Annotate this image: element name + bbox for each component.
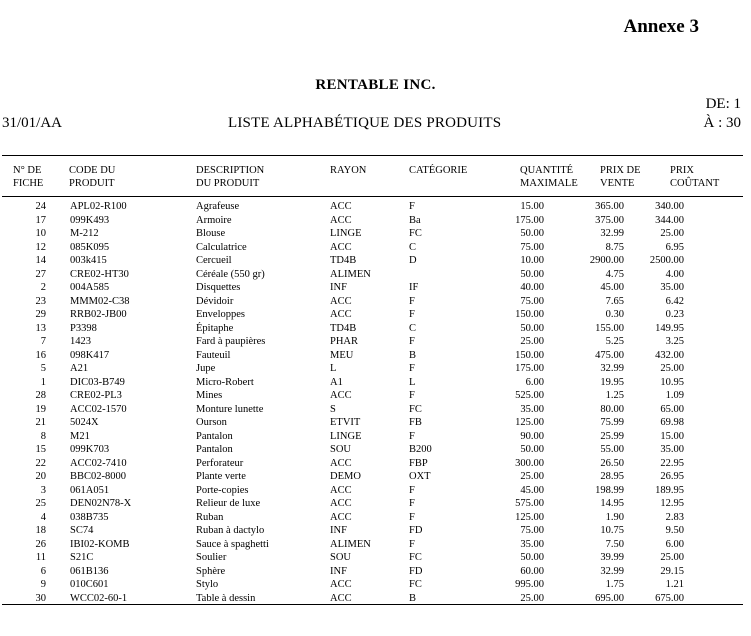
categorie-cell: F bbox=[409, 498, 415, 509]
table-row bbox=[2, 470, 684, 484]
quantite-cell: 25.00 bbox=[520, 592, 544, 604]
description-cell: Épitaphe bbox=[196, 322, 234, 334]
fiche-cell: 18 bbox=[35, 525, 46, 536]
prix-coutant-cell: 6.42 bbox=[665, 295, 684, 307]
table-row bbox=[2, 281, 684, 295]
rayon-cell: INF bbox=[330, 525, 347, 536]
quantite-cell: 45.00 bbox=[520, 484, 544, 496]
description-cell: Calculatrice bbox=[196, 241, 247, 253]
prix-vente-cell: 5.25 bbox=[605, 336, 624, 347]
categorie-cell: F bbox=[409, 390, 415, 401]
categorie-cell: OXT bbox=[409, 471, 431, 482]
table-row bbox=[2, 308, 684, 322]
quantite-cell: 35.00 bbox=[520, 538, 544, 550]
description-cell: Soulier bbox=[196, 552, 227, 563]
table-row bbox=[2, 322, 684, 336]
description-cell: Cercueil bbox=[196, 255, 232, 266]
prix-coutant-cell: 2.83 bbox=[665, 511, 684, 523]
header-quantite: QUANTITÉ MAXIMALE bbox=[520, 165, 578, 189]
fiche-cell: 3 bbox=[40, 484, 46, 496]
header-top-rule bbox=[2, 155, 743, 156]
prix-vente-cell: 1.25 bbox=[605, 390, 624, 401]
rayon-cell: ACC bbox=[330, 214, 352, 226]
table-row bbox=[2, 497, 684, 511]
prix-vente-cell: 7.65 bbox=[605, 295, 624, 307]
code-cell: 003k415 bbox=[70, 255, 107, 266]
rayon-cell: SOU bbox=[330, 444, 352, 455]
categorie-cell: IF bbox=[409, 282, 419, 293]
prix-vente-cell: 25.99 bbox=[600, 430, 624, 442]
rayon-cell: ACC bbox=[330, 201, 352, 212]
header-categorie: CATÉGORIE bbox=[409, 165, 468, 176]
prix-coutant-cell: 9.50 bbox=[665, 525, 684, 536]
header-description: DESCRIPTION DU PRODUIT bbox=[196, 165, 265, 189]
quantite-cell: 10.00 bbox=[520, 255, 544, 266]
fiche-cell: 2 bbox=[40, 282, 46, 293]
categorie-cell: F bbox=[409, 430, 415, 442]
prix-vente-cell: 26.50 bbox=[600, 457, 624, 469]
rayon-cell: LINGE bbox=[330, 430, 362, 442]
description-cell: Mines bbox=[196, 390, 223, 401]
quantite-cell: 525.00 bbox=[515, 390, 544, 401]
code-cell: M-212 bbox=[70, 228, 99, 239]
quantite-cell: 90.00 bbox=[520, 430, 544, 442]
quantite-cell: 300.00 bbox=[515, 457, 544, 469]
rayon-cell: ACC bbox=[330, 484, 352, 496]
prix-coutant-cell: 35.00 bbox=[660, 282, 684, 293]
prix-vente-cell: 155.00 bbox=[595, 322, 624, 334]
code-cell: 099K493 bbox=[70, 214, 110, 226]
prix-coutant-cell: 22.95 bbox=[660, 457, 684, 469]
categorie-cell: FC bbox=[409, 579, 422, 590]
rayon-cell: ACC bbox=[330, 511, 352, 523]
table-row bbox=[2, 416, 684, 430]
prix-coutant-cell: 25.00 bbox=[660, 552, 684, 563]
prix-coutant-cell: 4.00 bbox=[665, 268, 684, 280]
fiche-cell: 24 bbox=[35, 201, 46, 212]
fiche-cell: 9 bbox=[40, 579, 46, 590]
rayon-cell: ACC bbox=[330, 498, 352, 509]
description-cell: Dévidoir bbox=[196, 295, 234, 307]
prix-vente-cell: 1.90 bbox=[605, 511, 624, 523]
quantite-cell: 50.00 bbox=[520, 268, 544, 280]
categorie-cell: FB bbox=[409, 417, 422, 428]
prix-vente-cell: 80.00 bbox=[600, 403, 624, 415]
description-cell: Stylo bbox=[196, 579, 219, 590]
fiche-cell: 20 bbox=[35, 471, 46, 482]
prix-coutant-cell: 0.23 bbox=[665, 309, 684, 320]
page-range-from: DE: 1 bbox=[705, 96, 741, 112]
table-row bbox=[2, 268, 684, 282]
fiche-cell: 8 bbox=[40, 430, 46, 442]
fiche-cell: 29 bbox=[35, 309, 46, 320]
code-cell: DEN02N78-X bbox=[70, 498, 132, 509]
prix-vente-cell: 28.95 bbox=[600, 471, 624, 482]
description-cell: Blouse bbox=[196, 228, 226, 239]
rayon-cell: SOU bbox=[330, 552, 352, 563]
quantite-cell: 125.00 bbox=[515, 511, 544, 523]
prix-coutant-cell: 340.00 bbox=[655, 201, 684, 212]
table-row bbox=[2, 214, 684, 228]
rayon-cell: ACC bbox=[330, 295, 352, 307]
description-cell: Plante verte bbox=[196, 471, 246, 482]
prix-coutant-cell: 29.15 bbox=[660, 565, 684, 577]
description-cell: Perforateur bbox=[196, 457, 244, 469]
categorie-cell: FD bbox=[409, 565, 423, 577]
quantite-cell: 40.00 bbox=[520, 282, 544, 293]
fiche-cell: 19 bbox=[35, 403, 46, 415]
prix-coutant-cell: 10.95 bbox=[660, 376, 684, 388]
code-cell: WCC02-60-1 bbox=[70, 592, 128, 604]
fiche-cell: 6 bbox=[40, 565, 46, 577]
quantite-cell: 75.00 bbox=[520, 241, 544, 253]
prix-vente-cell: 4.75 bbox=[605, 268, 624, 280]
table-row bbox=[2, 443, 684, 457]
annexe-label: Annexe 3 bbox=[623, 16, 699, 37]
prix-coutant-cell: 432.00 bbox=[655, 349, 684, 361]
quantite-cell: 75.00 bbox=[520, 295, 544, 307]
prix-vente-cell: 32.99 bbox=[600, 228, 624, 239]
categorie-cell: F bbox=[409, 484, 415, 496]
categorie-cell: F bbox=[409, 309, 415, 320]
fiche-cell: 26 bbox=[35, 538, 46, 550]
table-row bbox=[2, 578, 684, 592]
quantite-cell: 25.00 bbox=[520, 471, 544, 482]
categorie-cell: FC bbox=[409, 403, 422, 415]
code-cell: 098K417 bbox=[70, 349, 110, 361]
fiche-cell: 14 bbox=[35, 255, 46, 266]
prix-coutant-cell: 65.00 bbox=[660, 403, 684, 415]
description-cell: Disquettes bbox=[196, 282, 241, 293]
header-prix-vente: PRIX DE VENTE bbox=[600, 165, 641, 189]
fiche-cell: 16 bbox=[35, 349, 46, 361]
rayon-cell: L bbox=[330, 363, 337, 374]
code-cell: S21C bbox=[70, 552, 94, 563]
prix-vente-cell: 365.00 bbox=[595, 201, 624, 212]
prix-vente-cell: 10.75 bbox=[600, 525, 624, 536]
prix-coutant-cell: 25.00 bbox=[660, 363, 684, 374]
rayon-cell: LINGE bbox=[330, 228, 362, 239]
categorie-cell: C bbox=[409, 241, 417, 253]
prix-vente-cell: 39.99 bbox=[600, 552, 624, 563]
quantite-cell: 50.00 bbox=[520, 322, 544, 334]
report-date: 31/01/AA bbox=[2, 115, 62, 131]
report-title: LISTE ALPHABÉTIQUE DES PRODUITS bbox=[228, 115, 502, 131]
header-bottom-rule bbox=[2, 196, 743, 197]
code-cell: 1423 bbox=[70, 336, 91, 347]
description-cell: Sphère bbox=[196, 565, 226, 577]
code-cell: IBI02-KOMB bbox=[70, 538, 130, 550]
table-row bbox=[2, 430, 684, 444]
prix-coutant-cell: 6.95 bbox=[665, 241, 684, 253]
categorie-cell: FC bbox=[409, 228, 422, 239]
categorie-cell: Ba bbox=[409, 214, 421, 226]
rayon-cell: ACC bbox=[330, 241, 352, 253]
code-cell: 085K095 bbox=[70, 241, 110, 253]
code-cell: A21 bbox=[70, 363, 89, 374]
table-row bbox=[2, 241, 684, 255]
rayon-cell: ALIMEN bbox=[330, 538, 371, 550]
table-row bbox=[2, 457, 684, 471]
table-row bbox=[2, 200, 684, 214]
description-cell: Ruban à dactylo bbox=[196, 525, 265, 536]
description-cell: Relieur de luxe bbox=[196, 498, 261, 509]
categorie-cell: F bbox=[409, 201, 415, 212]
prix-vente-cell: 45.00 bbox=[600, 282, 624, 293]
quantite-cell: 60.00 bbox=[520, 565, 544, 577]
fiche-cell: 23 bbox=[35, 295, 46, 307]
code-cell: 5024X bbox=[70, 417, 99, 428]
description-cell: Ruban bbox=[196, 511, 224, 523]
prix-coutant-cell: 26.95 bbox=[660, 471, 684, 482]
code-cell: ACC02-1570 bbox=[70, 403, 127, 415]
prix-coutant-cell: 69.98 bbox=[660, 417, 684, 428]
quantite-cell: 150.00 bbox=[515, 309, 544, 320]
rayon-cell: ETVIT bbox=[330, 417, 361, 428]
prix-coutant-cell: 189.95 bbox=[655, 484, 684, 496]
prix-coutant-cell: 15.00 bbox=[660, 430, 684, 442]
prix-vente-cell: 375.00 bbox=[595, 214, 624, 226]
code-cell: CRE02-HT30 bbox=[70, 268, 129, 280]
fiche-cell: 21 bbox=[35, 417, 46, 428]
fiche-cell: 12 bbox=[35, 241, 46, 253]
categorie-cell: L bbox=[409, 376, 416, 388]
fiche-cell: 13 bbox=[35, 322, 46, 334]
quantite-cell: 575.00 bbox=[515, 498, 544, 509]
rayon-cell: ACC bbox=[330, 592, 352, 604]
code-cell: CRE02-PL3 bbox=[70, 390, 122, 401]
quantite-cell: 75.00 bbox=[520, 525, 544, 536]
fiche-cell: 5 bbox=[40, 363, 46, 374]
rayon-cell: ACC bbox=[330, 579, 352, 590]
prix-coutant-cell: 149.95 bbox=[655, 322, 684, 334]
rayon-cell: DEMO bbox=[330, 471, 361, 482]
description-cell: Porte-copies bbox=[196, 484, 249, 496]
categorie-cell: C bbox=[409, 322, 417, 334]
rayon-cell: INF bbox=[330, 282, 347, 293]
prix-coutant-cell: 675.00 bbox=[655, 592, 684, 604]
table-row bbox=[2, 227, 684, 241]
code-cell: 099K703 bbox=[70, 444, 110, 455]
description-cell: Pantalon bbox=[196, 430, 233, 442]
description-cell: Armoire bbox=[196, 214, 232, 226]
categorie-cell: F bbox=[409, 295, 415, 307]
prix-coutant-cell: 344.00 bbox=[655, 214, 684, 226]
quantite-cell: 175.00 bbox=[515, 363, 544, 374]
prix-coutant-cell: 12.95 bbox=[660, 498, 684, 509]
prix-coutant-cell: 6.00 bbox=[665, 538, 684, 550]
company-name: RENTABLE INC. bbox=[315, 77, 436, 93]
code-cell: P3398 bbox=[70, 322, 97, 334]
prix-vente-cell: 2900.00 bbox=[589, 255, 624, 266]
categorie-cell: FD bbox=[409, 525, 423, 536]
fiche-cell: 28 bbox=[35, 390, 46, 401]
categorie-cell: B200 bbox=[409, 444, 432, 455]
quantite-cell: 50.00 bbox=[520, 444, 544, 455]
code-cell: 010C601 bbox=[70, 579, 109, 590]
rayon-cell: MEU bbox=[330, 349, 354, 361]
fiche-cell: 27 bbox=[35, 268, 46, 280]
table-row bbox=[2, 484, 684, 498]
code-cell: 038B735 bbox=[70, 511, 109, 523]
code-cell: SC74 bbox=[70, 525, 94, 536]
rayon-cell: A1 bbox=[330, 376, 343, 388]
code-cell: ACC02-7410 bbox=[70, 457, 127, 469]
quantite-cell: 15.00 bbox=[520, 201, 544, 212]
rayon-cell: TD4B bbox=[330, 322, 357, 334]
code-cell: BBC02-8000 bbox=[70, 471, 127, 482]
table-row bbox=[2, 389, 684, 403]
categorie-cell: B bbox=[409, 592, 417, 604]
prix-vente-cell: 75.99 bbox=[600, 417, 624, 428]
categorie-cell: FC bbox=[409, 552, 422, 563]
code-cell: MMM02-C38 bbox=[70, 295, 130, 307]
rayon-cell: ACC bbox=[330, 457, 352, 469]
categorie-cell: FBP bbox=[409, 457, 428, 469]
header-prix-coutant: PRIX COÛTANT bbox=[670, 165, 720, 189]
description-cell: Fauteuil bbox=[196, 349, 231, 361]
description-cell: Table à dessin bbox=[196, 592, 256, 604]
code-cell: APL02-R100 bbox=[70, 201, 127, 212]
page-range-to: À : 30 bbox=[703, 115, 741, 131]
table-row bbox=[2, 376, 684, 390]
fiche-cell: 4 bbox=[40, 511, 46, 523]
prix-vente-cell: 19.95 bbox=[600, 376, 624, 388]
table-row bbox=[2, 565, 684, 579]
rayon-cell: TD4B bbox=[330, 255, 357, 266]
categorie-cell: F bbox=[409, 336, 415, 347]
quantite-cell: 6.00 bbox=[525, 376, 544, 388]
table-row bbox=[2, 538, 684, 552]
categorie-cell: B bbox=[409, 349, 417, 361]
quantite-cell: 50.00 bbox=[520, 552, 544, 563]
fiche-cell: 17 bbox=[35, 214, 46, 226]
description-cell: Céréale (550 gr) bbox=[196, 268, 265, 280]
header-rayon: RAYON bbox=[330, 165, 367, 176]
table-row bbox=[2, 349, 684, 363]
fiche-cell: 25 bbox=[35, 498, 46, 509]
description-cell: Agrafeuse bbox=[196, 201, 240, 212]
code-cell: 004A585 bbox=[70, 282, 110, 293]
products-table-body bbox=[2, 200, 684, 605]
description-cell: Enveloppes bbox=[196, 309, 245, 320]
quantite-cell: 50.00 bbox=[520, 228, 544, 239]
prix-vente-cell: 32.99 bbox=[600, 565, 624, 577]
rayon-cell: ALIMEN bbox=[330, 268, 371, 280]
quantite-cell: 150.00 bbox=[515, 349, 544, 361]
code-cell: 061A051 bbox=[70, 484, 110, 496]
prix-coutant-cell: 2500.00 bbox=[649, 255, 684, 266]
table-row bbox=[2, 524, 684, 538]
description-cell: Monture lunette bbox=[196, 403, 264, 415]
description-cell: Pantalon bbox=[196, 444, 233, 455]
table-row bbox=[2, 511, 684, 525]
quantite-cell: 995.00 bbox=[515, 579, 544, 590]
table-row bbox=[2, 254, 684, 268]
quantite-cell: 35.00 bbox=[520, 403, 544, 415]
fiche-cell: 7 bbox=[40, 336, 46, 347]
table-row bbox=[2, 551, 684, 565]
code-cell: M21 bbox=[70, 430, 90, 442]
categorie-cell bbox=[409, 268, 479, 282]
rayon-cell: ACC bbox=[330, 309, 352, 320]
categorie-cell: F bbox=[409, 363, 415, 374]
fiche-cell: 15 bbox=[35, 444, 46, 455]
code-cell: DIC03-B749 bbox=[70, 376, 125, 388]
code-cell: 061B136 bbox=[70, 565, 109, 577]
header-code: CODE DU PRODUIT bbox=[69, 165, 116, 189]
header-fiche: N° DE FICHE bbox=[13, 165, 44, 189]
table-bottom-rule bbox=[2, 604, 743, 605]
rayon-cell: INF bbox=[330, 565, 347, 577]
fiche-cell: 30 bbox=[35, 592, 46, 604]
categorie-cell: F bbox=[409, 511, 415, 523]
rayon-cell: PHAR bbox=[330, 336, 359, 347]
table-row bbox=[2, 335, 684, 349]
rayon-cell: S bbox=[330, 403, 336, 415]
description-cell: Micro-Robert bbox=[196, 376, 254, 388]
categorie-cell: D bbox=[409, 255, 417, 266]
prix-vente-cell: 14.95 bbox=[600, 498, 624, 509]
prix-coutant-cell: 1.09 bbox=[665, 390, 684, 401]
products-table bbox=[2, 200, 684, 605]
categorie-cell: F bbox=[409, 538, 415, 550]
prix-vente-cell: 1.75 bbox=[605, 579, 624, 590]
prix-vente-cell: 475.00 bbox=[595, 349, 624, 361]
description-cell: Ourson bbox=[196, 417, 227, 428]
quantite-cell: 25.00 bbox=[520, 336, 544, 347]
prix-vente-cell: 0.30 bbox=[605, 309, 624, 320]
prix-vente-cell: 32.99 bbox=[600, 363, 624, 374]
quantite-cell: 125.00 bbox=[515, 417, 544, 428]
prix-vente-cell: 55.00 bbox=[600, 444, 624, 455]
fiche-cell: 1 bbox=[40, 376, 46, 388]
prix-coutant-cell: 3.25 bbox=[665, 336, 684, 347]
fiche-cell: 11 bbox=[35, 552, 46, 563]
prix-vente-cell: 7.50 bbox=[605, 538, 624, 550]
prix-vente-cell: 198.99 bbox=[595, 484, 624, 496]
fiche-cell: 22 bbox=[35, 457, 46, 469]
description-cell: Fard à paupières bbox=[196, 336, 266, 347]
description-cell: Sauce à spaghetti bbox=[196, 538, 269, 550]
table-row bbox=[2, 403, 684, 417]
description-cell: Jupe bbox=[196, 363, 216, 374]
table-row bbox=[2, 362, 684, 376]
prix-coutant-cell: 25.00 bbox=[660, 228, 684, 239]
table-row bbox=[2, 592, 684, 606]
prix-coutant-cell: 1.21 bbox=[665, 579, 684, 590]
table-row bbox=[2, 295, 684, 309]
fiche-cell: 10 bbox=[35, 228, 46, 239]
quantite-cell: 175.00 bbox=[515, 214, 544, 226]
prix-vente-cell: 8.75 bbox=[605, 241, 624, 253]
rayon-cell: ACC bbox=[330, 390, 352, 401]
prix-vente-cell: 695.00 bbox=[595, 592, 624, 604]
prix-coutant-cell: 35.00 bbox=[660, 444, 684, 455]
code-cell: RRB02-JB00 bbox=[70, 309, 127, 320]
